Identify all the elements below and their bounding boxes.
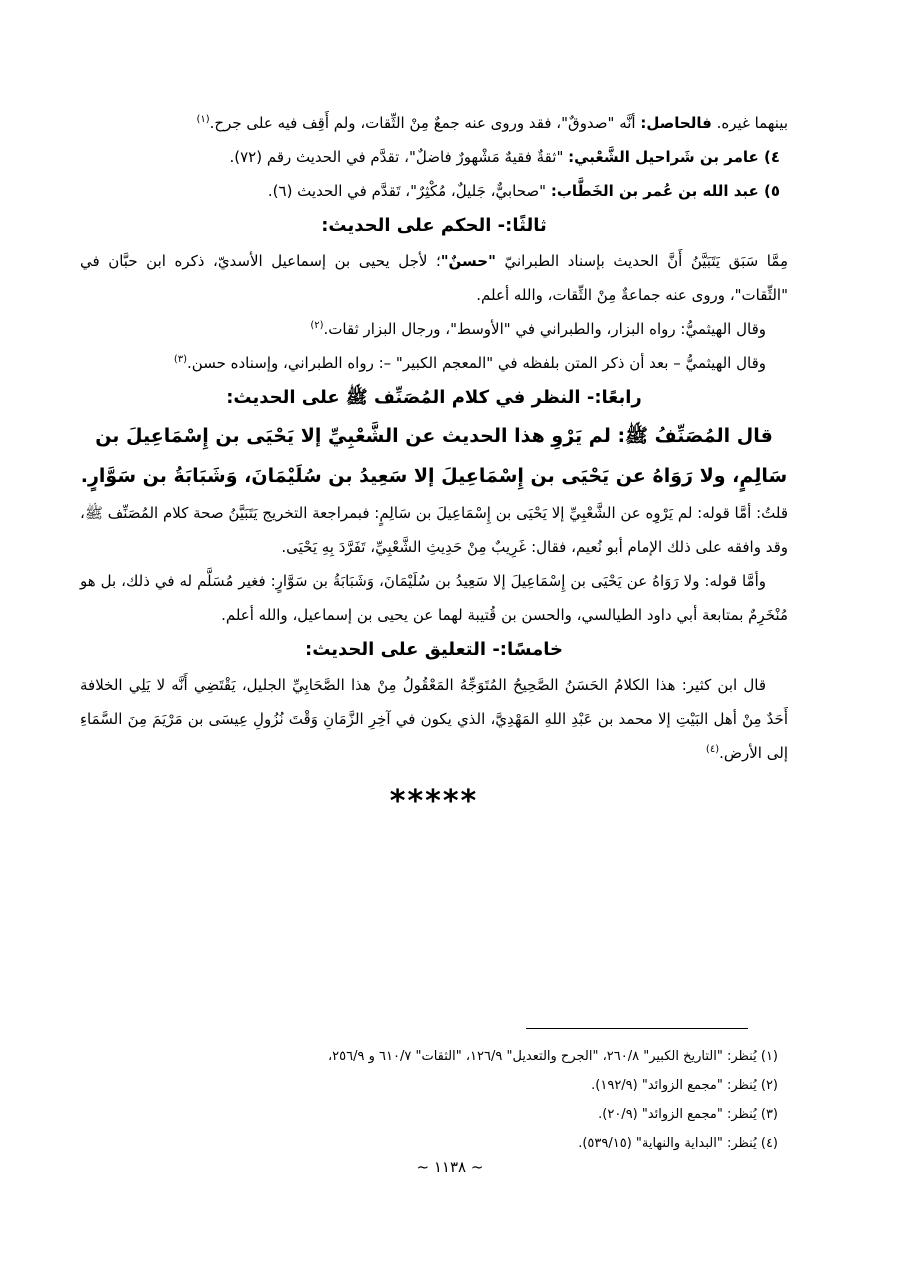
paragraph-ibn-kathir [80,668,788,770]
paragraph-comment-2: وأمَّا قوله: ولا رَوَاهُ عن يَحْيَى بن إِسْمَاعِيلَ إلا سَعِيدُ بن سُلَيْمَانَ، وَشَبَابَةُ بن سَوَّارٍ: فغير مُسَلَّم له في ذلك، بل هو مُنْخَرِمٌ بمتابعة أبي داود الطيالسي، والحسن بن قُتيبة لهما عن يحيى بن إسماعيل، والله أعلم. [80,572,788,624]
footnote-1: (١) يُنظر: "التاريخ الكبير" ٢٦٠/٨، "الجرح والتعديل" ١٢٦/٩، "الثقات" ٦١٠/٧ و ٢٥٦/٩، [327,1049,778,1064]
footnote-ref-2: (٢) [310,320,324,331]
section-heading-5: خامسًا:- التعليق على الحديث: [305,639,563,660]
text-run: وقال الهيثميُّ: رواه البزار، والطبراني في "الأوسط"، ورجال البزار ثقات. [323,320,766,338]
text-run: قال ابن كثير: هذا الكلامُ الحَسَنُ الصَّحِيحُ المُتَوَجِّهُ المَعْقُولُ مِنْ هذا الصَّحَابِيِّ الجليل، يَقْتَضِي أَنَّه لا يَلِي الخلافة أَحَدٌ مِنْ أهل البَيْتِ إلا محمد بن عَبْدِ اللهِ المَهْدِيَّ، الذي يكون في آخِرِ الزَّمَانِ وَقْتَ نُزُولِ عِيسَى بن مَرْيَمَ مِنَ السَّمَاءِ إلى الأرض. [80,676,788,762]
narrator-name: ٥) عبد الله بن عُمر بن الخَطَّاب: [550,182,780,200]
footnote-3: (٣) يُنظر: "مجمع الزوائد" (٢٠/٩). [598,1107,778,1122]
footnote-ref-3: (٣) [173,354,188,365]
paragraph-ruling [80,244,788,312]
text-run: ؛ لأجل يحيى بن إسماعيل الأسديّ، ذكره ابن حبَّان في "الثِّقات"، وروى عنه جماعةٌ مِنْ الثِّقات، والله أعلم. [80,252,788,304]
main-text [80,106,788,819]
paragraph-conclusion [80,106,788,140]
narrator-name: ٤) عامر بن شَراحيل الشَّعْبي: [568,148,780,166]
footnote-ref-1: (١) [196,114,210,125]
author-quote: قال المُصَنِّفُ ﷺ: لم يَرْوِ هذا الحديث عن الشَّعْبِيِّ إلا يَحْيَى بن إِسْمَاعِيلَ بن سَالِمٍ، ولا رَوَاهُ عن يَحْيَى بن إِسْمَاعِيلَ إلا سَعِيدُ بن سُلَيْمَانَ، وَشَبَابَةُ بن سَوَّارٍ. [80,425,788,487]
bold-term: فالحاصل: [640,114,712,132]
bold-term: "حسنٌ" [440,252,496,270]
paragraph-haythami-2 [80,346,788,380]
page-number: ~ ١١٣٨ ~ [416,1158,484,1176]
footnote-divider [526,1028,748,1029]
footnote-2: (٢) يُنظر: "مجمع الزوائد" (١٩٢/٩). [591,1078,778,1093]
text-run: أنَّه "صدوقٌ"، فقد وروى عنه جمعٌ مِنْ الثِّقات، ولم أَقِف فيه على جرح. [209,114,641,132]
footnotes [80,1042,788,1158]
paragraph-haythami-1 [80,312,788,346]
text-run: بينهما غيره. [711,114,788,132]
text-run: مِمَّا سَبَق يَتَبَيَّنُ أَنَّ الحديث بإسناد الطبرانيّ [495,252,789,270]
footnote-4: (٤) يُنظر: "البداية والنهاية" (٥٣٩/١٥). [578,1136,778,1151]
narrator-item-5 [80,174,788,208]
section-separator-stars: ***** [389,784,479,819]
narrator-item-4 [80,140,788,174]
paragraph-comment-1: قلتُ: أمَّا قوله: لم يَرْوِه عن الشَّعْبِيِّ إلا يَحْيَى بن إِسْمَاعِيلَ بن سَالِمٍ: فبمراجعة التخريج يَتَبَيَّنُ صحة كلام المُصَنِّف ﷺ، وقد وافقه على ذلك الإمام أبو نُعيم، فقال: غَرِيبٌ مِنْ حَدِيثِ الشَّعْبِيِّ، تَفَرَّدَ بِهِ يَحْيَى. [80,504,788,556]
section-heading-3: ثالثًا:- الحكم على الحديث: [321,215,547,236]
section-heading-4: رابعًا:- النظر في كلام المُصَنِّف ﷺ على الحديث: [226,387,642,408]
narrator-grade: "صحابيٌّ، جَليلٌ، مُكْثِرٌ"، تَقدَّم في الحديث (٦). [267,182,551,200]
text-run: وقال الهيثميُّ – بعد أن ذكر المتن بلفظه في "المعجم الكبير" –: رواه الطبراني، وإسناده حسن. [187,354,766,372]
narrator-grade: "ثقةٌ فقيهٌ مَشْهورٌ فاضلٌ"، تقدَّم في الحديث رقم (٧٢). [229,148,569,166]
footnote-ref-4: (٤) [705,744,720,755]
